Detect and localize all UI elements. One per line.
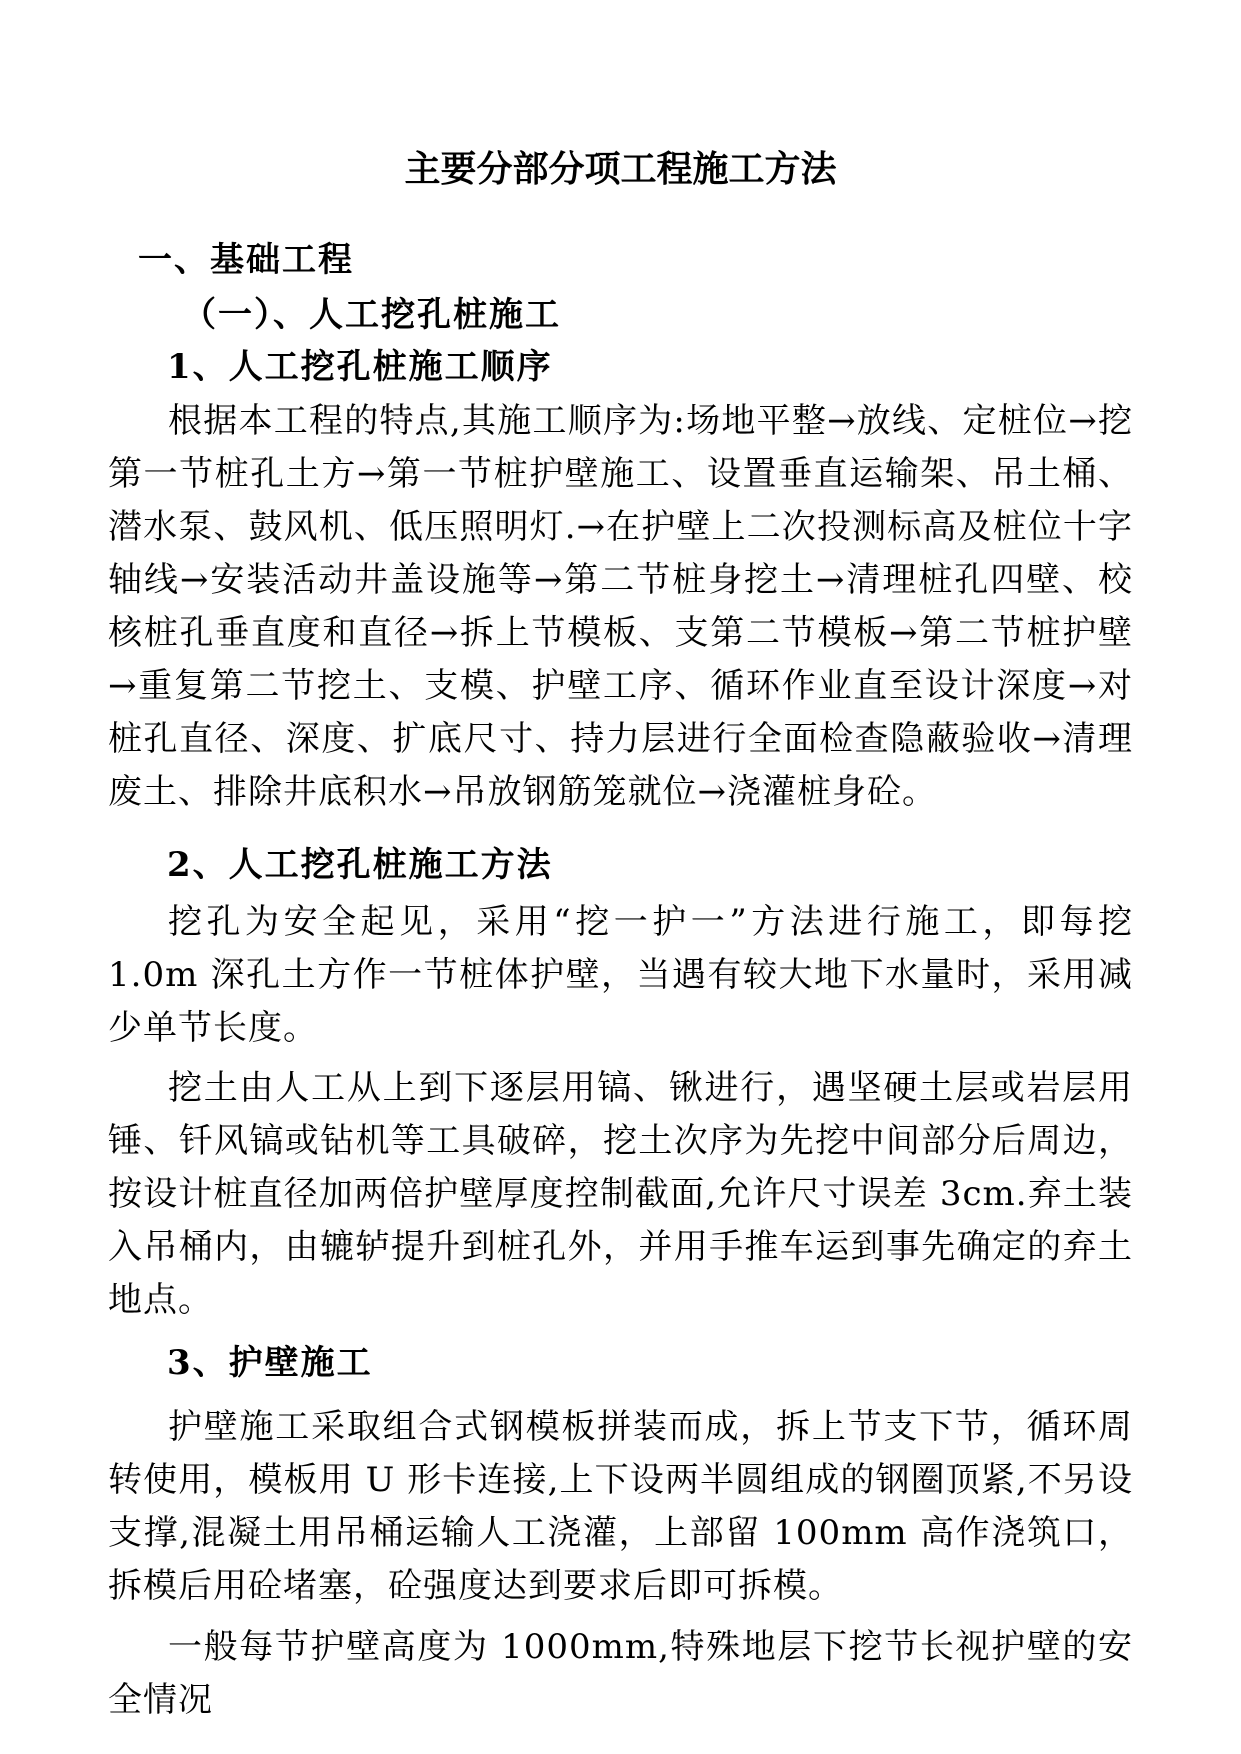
heading-wall-protection-construction: 3、护壁施工 (167, 1343, 373, 1383)
paragraph-wall-protection-formwork: 护壁施工采取组合式钢模板拼装而成，拆上节支下节，循环周转使用，模板用 U 形卡连接,上下设两半圆组成的钢圈顶紧,不另设支撑,混凝土用吊桶运输人工浇灌，上部留 100mm 高作浇筑口，拆模后用砼堵塞，砼强度达到要求后即可拆模。 (108, 1407, 1133, 1606)
heading-foundation-works: 一、基础工程 (138, 240, 354, 280)
heading-pile-construction-sequence: 1、人工挖孔桩施工顺序 (167, 347, 553, 387)
paragraph-wall-section-height: 一般每节护壁高度为 1000mm,特殊地层下挖节长视护壁的安全情况 (108, 1627, 1133, 1720)
heading-manual-dug-pile-construction: （一）、人工挖孔桩施工 (182, 295, 561, 335)
paragraph-dig-one-protect-one: 挖孔为安全起见，采用“挖一护一”方法进行施工，即每挖 1.0m 深孔土方作一节桩体护壁，当遇有较大地下水量时，采用减少单节长度。 (108, 902, 1133, 1048)
document-title: 主要分部分项工程施工方法 (404, 148, 837, 190)
paragraph-excavation-method: 挖土由人工从上到下逐层用镐、锹进行，遇坚硬土层或岩层用锤、钎风镐或钻机等工具破碎，挖土次序为先挖中间部分后周边，按设计桩直径加两倍护壁厚度控制截面,允许尺寸误差 3cm.弃土装入吊桶内，由辘轳提升到桩孔外，并用手推车运到事先确定的弃土地点。 (108, 1068, 1133, 1320)
paragraph-construction-sequence: 根据本工程的特点,其施工顺序为:场地平整→放线、定桩位→挖第一节桩孔土方→第一节桩护壁施工、设置垂直运输架、吊土桶、潜水泵、鼓风机、低压照明灯.→在护壁上二次投测标高及桩位十字轴线→安装活动井盖设施等→第二节桩身挖土→清理桩孔四壁、校核桩孔垂直度和直径→拆上节模板、支第二节模板→第二节桩护壁→重复第二节挖土、支模、护壁工序、循环作业直至设计深度→对桩孔直径、深度、扩底尺寸、持力层进行全面检查隐蔽验收→清理废土、排除井底积水→吊放钢筋笼就位→浇灌桩身砼。 (108, 401, 1133, 812)
heading-pile-construction-method: 2、人工挖孔桩施工方法 (167, 845, 553, 885)
